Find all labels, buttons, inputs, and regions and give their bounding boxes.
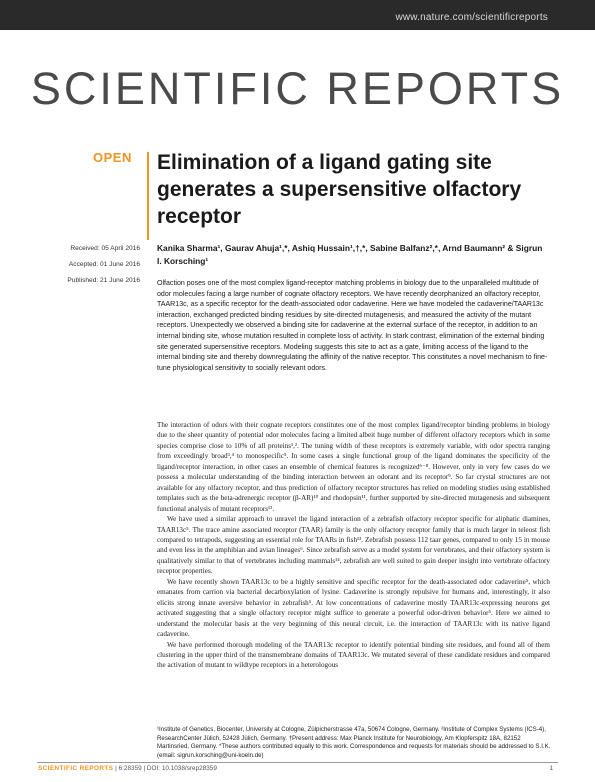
article-title: Elimination of a ligand gating site generates a supersensitive olfactory receptor xyxy=(157,151,522,228)
body-paragraph-4: We have performed thorough modeling of the TAAR13c receptor to identify potential binding site residues, and found all of them clustering in the upper third of the transmembrane domains of TAAR13c. We mutated several of these candidate residues and compared the activation of mutant to wildtype receptors in a heterologous xyxy=(157,640,550,670)
page-number: 1 xyxy=(549,765,553,772)
body-paragraph-3: We have recently shown TAAR13c to be a highly sensitive and specific receptor for the death-associated odor cadaverine⁵, which emanates from carrion via bacterial decarboxylation of lysine. Cadaverine is strongly repulsive for humans and, interestingly, it also elicits strong innate aversive behavior in zebrafish⁵. At low concentrations of cadaverine mostly TAAR13c-expressing neurons get activated suggesting that a single olfactory receptor might suffice to generate a powerful odor-driven behavior⁵. Here we aimed to understand the molecular basis at the very beginning of this neural circuit, i.e. the interaction of TAAR13c with its native ligand cadaverine. xyxy=(157,577,550,639)
top-bar xyxy=(0,0,595,30)
accent-divider xyxy=(147,152,149,240)
footer-citation: | 6:28359 | DOI: 10.1038/srep28359 xyxy=(115,765,217,772)
published-date: Published: 21 June 2016 xyxy=(67,277,140,284)
journal-url[interactable]: www.nature.com/scientificreports xyxy=(395,12,548,23)
abstract: Olfaction poses one of the most complex ligand-receptor matching problems in biology due to the unparalleled multitude of odor molecules facing a large number of cognate olfactory receptors. We have recently deorphanized an olfactory receptor, TAAR13c, as a specific receptor for the death-associated odor cadaverine. Here we have modeled the cadaverine/TAAR13c interaction, exchanged predicted binding residues by site-directed mutagenesis, and measured the activity of the mutant receptors. Unexpectedly we observed a binding site for cadaverine at the external surface of the receptor, in addition to an internal binding site, whose mutation resulted in complete loss of activity. In stark contrast, elimination of the external binding site generated supersensitive receptors. Modeling suggests this site to act as a gate, limiting access of the ligand to the internal binding site and thereby downregulating the affinity of the native receptor. This constitutes a novel mechanism to fine-tune physiological sensitivity to socially relevant odors. xyxy=(157,280,548,372)
body-text xyxy=(157,420,550,671)
page-footer xyxy=(38,765,217,772)
open-access-label: OPEN xyxy=(93,150,132,165)
journal-masthead: SCIENTIFIC REPORTS xyxy=(30,63,565,114)
body-paragraph-2: We have used a similar approach to unravel the ligand interaction of a zebrafish olfactory receptor specific for aliphatic diamines, TAAR13c⁵. The trace amine associated receptor (TAAR) family is the only olfactory receptor family that is much larger in teleost fish compared to tetrapods, suggesting an essential role for TAARs in fish¹³. Zebrafish possess 112 taar genes, compared to only 15 in mouse and even less in the amphibian and avian lineages⁶. Since zebrafish serve as a model system for vertebrates, and their olfactory system is qualitatively similar to that of vertebrates including mammals¹⁴, zebrafish are well suited to gain deeper insight into vertebrate olfactory receptor properties. xyxy=(157,515,550,576)
affiliations-footnote: ¹Institute of Genetics, Biocenter, University at Cologne, Zülpicherstrasse 47a, 50674 Cologne, Germany. ²Institute of Complex Systems (ICS-4), ResearchCenter Jülich, 52428 Jülich, Germany. †Present address: Max Planck Institute for Neurobiology, Am Klopferspitz 18A, 82152 Martinsried, Germany. *These authors contributed equally to this work. Correspondence and requests for materials should be addressed to S.I.K. (email: sigrun.korsching@uni-koeln.de) xyxy=(157,726,551,759)
footer-journal: SCIENTIFIC REPORTS xyxy=(38,765,114,772)
article-dates xyxy=(67,241,140,289)
accepted-date: Accepted: 01 June 2016 xyxy=(68,261,140,268)
received-date: Received: 05 April 2016 xyxy=(70,245,140,252)
footer-rule xyxy=(37,762,558,763)
body-paragraph-1: The interaction of odors with their cognate receptors constitutes one of the most complex ligand/receptor binding problems in biology due to the sheer quantity of potential odor molecules facing a limited albeit huge number of different olfactory receptors which in some species comprise close to 10% of all proteins¹,². The tuning width of these receptors is extremely variable, with odor spectra ranging from exceedingly broad³,⁴ to monospecific⁵. In some cases a single functional group of the ligand dominates the specificity of the ligand/receptor interaction, in other cases an ensemble of chemical features is recognized⁶⁻⁸. However, only in very few cases do we possess a molecular understanding of the binding interaction between an odorant and its receptor⁹. So far crystal structures are not available for any olfactory receptor, and thus prediction of olfactory receptor structures has relied on modeling studies using established templates such as the beta-adrenergic receptor (β-AR)¹⁰ and rhodopsin¹¹, further supported by site-directed mutagenesis and subsequent functional analysis of mutant receptors¹². xyxy=(157,421,550,513)
author-list: Kanika Sharma¹, Gaurav Ahuja¹,*, Ashiq Hussain¹,†,*, Sabine Balfanz²,*, Arnd Baumann² & Sigrun I. Korsching¹ xyxy=(157,243,543,266)
